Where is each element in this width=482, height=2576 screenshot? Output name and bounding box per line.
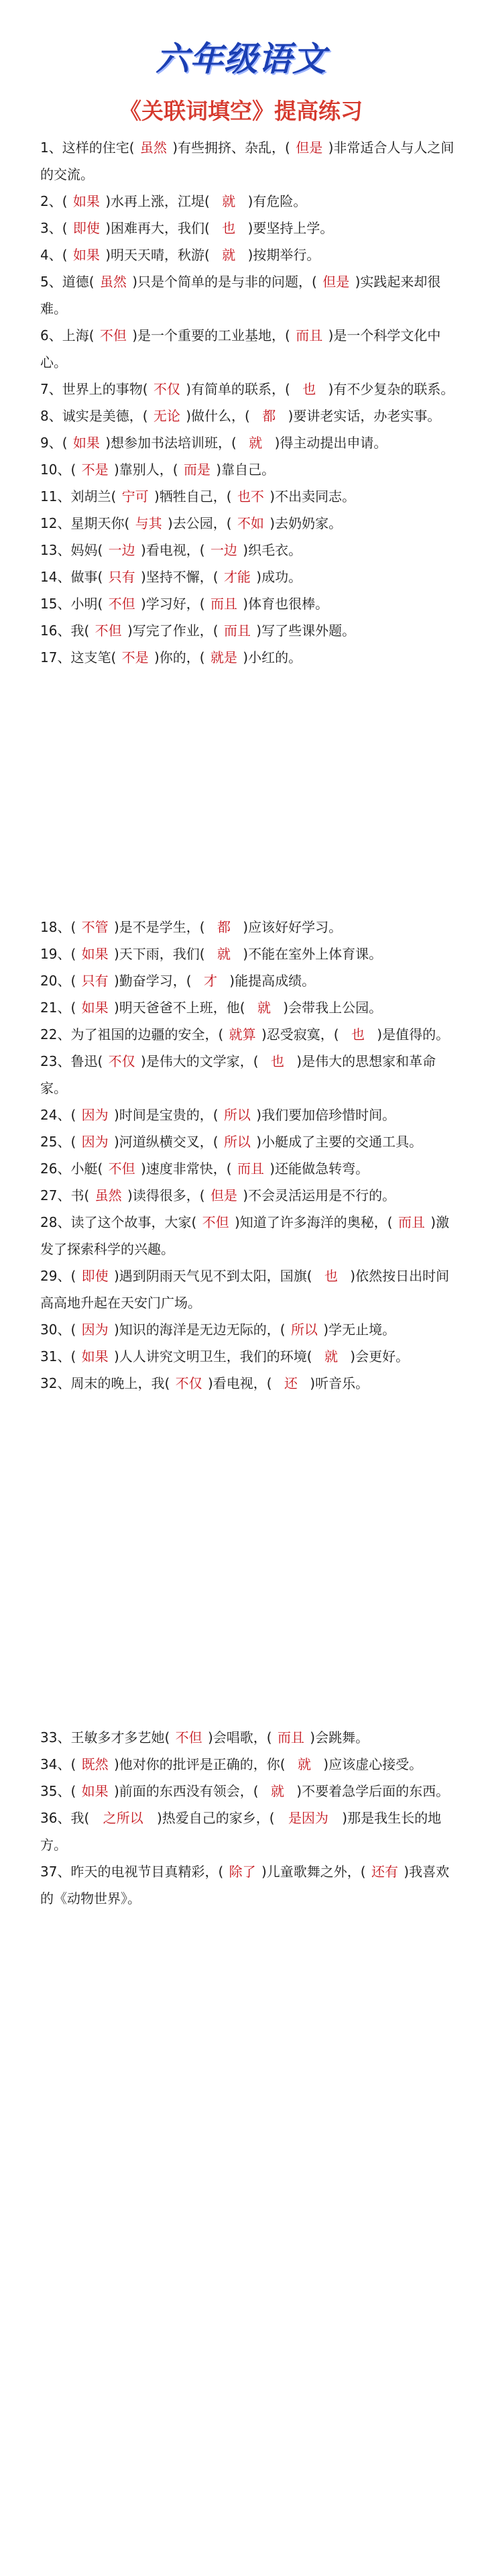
question-text: )靠自己。 — [211, 462, 276, 478]
question-section-3 — [40, 1724, 456, 1912]
question-item — [40, 1343, 456, 1370]
question-text: )看电视，( — [203, 1375, 276, 1391]
question-text: 34、( — [40, 1756, 80, 1772]
question-text: )热爱自己的家乡，( — [152, 1810, 279, 1826]
answer-text: 如果 — [72, 247, 100, 263]
question-text: )速度非常快，( — [136, 1161, 236, 1177]
answer-text: 只有 — [108, 569, 135, 585]
grade-title: 六年级语文 — [156, 40, 326, 78]
question-text: 35、( — [40, 1783, 80, 1799]
answer-text: 也 — [222, 220, 236, 236]
question-item — [40, 1155, 456, 1182]
answer-text: 既然 — [81, 1756, 109, 1772]
question-text: )小艇成了主要的交通工具。 — [251, 1134, 423, 1150]
question-item — [40, 456, 456, 483]
answer-text: 不仅 — [175, 1375, 202, 1391]
question-item — [40, 376, 456, 402]
question-text: )时间是宝贵的，( — [109, 1107, 223, 1123]
answer-text: 与其 — [135, 515, 162, 531]
answer-text: 但是 — [296, 140, 323, 156]
question-text: )还能做急转弯。 — [265, 1161, 369, 1177]
answer-text: 就 — [222, 193, 236, 209]
question-text: )应该虚心接受。 — [318, 1756, 423, 1772]
question-text: )去奶奶家。 — [265, 515, 343, 531]
answer-text: 不但 — [202, 1214, 229, 1230]
question-text: 6、上海( — [40, 327, 99, 343]
question-text: 24、( — [40, 1107, 80, 1123]
question-text: )学习好，( — [136, 596, 209, 612]
question-item — [40, 941, 456, 967]
question-text: )读得很多，( — [123, 1187, 209, 1203]
answer-text: 不但 — [108, 1161, 135, 1177]
answer-text: 只有 — [81, 973, 109, 989]
question-text: )得主动提出申请。 — [270, 435, 387, 451]
question-text: 20、( — [40, 973, 80, 989]
question-text: )勤奋学习，( — [109, 973, 196, 989]
question-text: 4、( — [40, 247, 72, 263]
question-text: )人人讲究文明卫生，我们的环境( — [109, 1348, 316, 1364]
question-text: )不会灵活运用是不行的。 — [238, 1187, 396, 1203]
question-item — [40, 429, 456, 456]
question-text: )织毛衣。 — [238, 542, 302, 558]
question-text: )实践起来却很难。 — [40, 274, 441, 317]
question-item — [40, 617, 456, 644]
question-text: )应该好好学习。 — [238, 919, 343, 935]
question-text: 5、道德( — [40, 274, 99, 290]
question-text: )会跳舞。 — [305, 1729, 369, 1746]
answer-text: 就 — [217, 946, 231, 962]
question-item — [40, 1858, 456, 1912]
question-item — [40, 1724, 456, 1751]
answer-text: 而且 — [237, 1161, 264, 1177]
question-text: )水再上涨，江堤( — [101, 193, 215, 209]
question-text: )按期举行。 — [243, 247, 320, 263]
question-item — [40, 564, 456, 590]
answer-text: 不但 — [175, 1729, 202, 1746]
question-item — [40, 967, 456, 994]
question-text: )是一个重要的工业基地，( — [127, 327, 295, 343]
question-item — [40, 188, 456, 215]
answer-text: 就 — [270, 1783, 284, 1799]
answer-text: 也 — [324, 1268, 338, 1284]
question-text: )写了些课外题。 — [251, 623, 356, 639]
question-item — [40, 268, 456, 322]
answer-text: 就 — [324, 1348, 338, 1364]
question-text: )会带我上公园。 — [278, 1000, 383, 1016]
question-text: 9、( — [40, 435, 72, 451]
question-item — [40, 1021, 456, 1048]
answer-text: 不但 — [95, 623, 122, 639]
answer-text: 所以 — [223, 1107, 251, 1123]
question-section-2 — [40, 914, 456, 1397]
question-text: 12、星期天你( — [40, 515, 134, 531]
answer-text: 虽然 — [139, 140, 167, 156]
question-item — [40, 914, 456, 941]
question-text: 30、( — [40, 1322, 80, 1338]
worksheet-subtitle: 《关联词填空》提高练习 — [119, 98, 363, 124]
question-text: 31、( — [40, 1348, 80, 1364]
question-text: )你的，( — [149, 649, 209, 665]
answer-text: 就是 — [210, 649, 237, 665]
question-text: 27、书( — [40, 1187, 94, 1203]
answer-text: 不是 — [121, 649, 149, 665]
question-text: 22、为了祖国的边疆的安全，( — [40, 1026, 228, 1042]
answer-text: 才能 — [223, 569, 251, 585]
question-text: )小红的。 — [238, 649, 302, 665]
question-text: )能提高成绩。 — [225, 973, 316, 989]
question-section-1 — [40, 134, 456, 671]
answer-text: 还有 — [371, 1864, 398, 1880]
question-text: )是一个科学文化中心。 — [40, 327, 441, 370]
answer-text: 所以 — [290, 1322, 318, 1338]
answer-text: 也 — [351, 1026, 365, 1042]
question-text: 17、这支笔( — [40, 649, 121, 665]
question-item — [40, 483, 456, 510]
question-text: )不要着急学后面的东西。 — [292, 1783, 450, 1799]
question-text: )是不是学生，( — [109, 919, 209, 935]
answer-text: 但是 — [210, 1187, 237, 1203]
question-text: )非常适合人与人之间的交流。 — [40, 140, 455, 182]
question-text: )知识的海洋是无边无际的，( — [109, 1322, 290, 1338]
question-text: 23、鲁迅( — [40, 1053, 107, 1069]
question-text: )不能在室外上体育课。 — [238, 946, 383, 962]
question-text: )困难再大，我们( — [101, 220, 215, 236]
question-text: )知道了许多海洋的奥秘，( — [230, 1214, 397, 1230]
answer-text: 而且 — [296, 327, 323, 343]
answer-text: 不但 — [99, 327, 127, 343]
question-text: )儿童歌舞之外，( — [257, 1864, 370, 1880]
answer-text: 无论 — [153, 408, 180, 424]
question-text: )我喜欢的《动物世界》。 — [40, 1864, 450, 1907]
question-text: )去公园，( — [163, 515, 236, 531]
question-item — [40, 1128, 456, 1155]
question-text: )会更好。 — [345, 1348, 410, 1364]
question-text: 37、昨天的电视节目真精彩，( — [40, 1864, 228, 1880]
question-text: )学无止境。 — [318, 1322, 396, 1338]
answer-text: 就 — [222, 247, 236, 263]
answer-text: 如果 — [81, 1348, 109, 1364]
answer-text: 一边 — [108, 542, 135, 558]
question-item — [40, 1805, 456, 1858]
answer-text: 而且 — [210, 596, 237, 612]
question-item — [40, 402, 456, 429]
question-text: )是值得的。 — [372, 1026, 450, 1042]
question-item — [40, 537, 456, 564]
answer-text: 不仅 — [108, 1053, 135, 1069]
question-text: 33、王敏多才多艺她( — [40, 1729, 174, 1746]
question-text: 28、读了这个故事，大家( — [40, 1214, 201, 1230]
question-text: 14、做事( — [40, 569, 107, 585]
answer-text: 是因为 — [288, 1810, 328, 1826]
question-item — [40, 1778, 456, 1805]
question-text: )只是个简单的是与非的问题，( — [127, 274, 322, 290]
answer-text: 都 — [262, 408, 276, 424]
answer-text: 而是 — [183, 462, 210, 478]
question-text: )成功。 — [251, 569, 302, 585]
answer-text: 不如 — [237, 515, 264, 531]
question-text: 16、我( — [40, 623, 94, 639]
question-text: 15、小明( — [40, 596, 107, 612]
question-text: 18、( — [40, 919, 80, 935]
answer-text: 都 — [217, 919, 231, 935]
question-text: )写完了作业，( — [123, 623, 223, 639]
question-item — [40, 1316, 456, 1343]
question-text: )看电视，( — [136, 542, 209, 558]
question-item — [40, 215, 456, 241]
question-item — [40, 322, 456, 376]
question-text: )有些拥挤、杂乱，( — [168, 140, 295, 156]
question-text: 3、( — [40, 220, 72, 236]
question-text: 2、( — [40, 193, 72, 209]
question-text: )有简单的联系，( — [181, 381, 295, 397]
question-item — [40, 1751, 456, 1778]
question-item — [40, 134, 456, 188]
answer-text: 如果 — [72, 193, 100, 209]
question-text: 10、( — [40, 462, 80, 478]
answer-text: 如果 — [72, 435, 100, 451]
answer-text: 虽然 — [95, 1187, 122, 1203]
question-text: 36、我( — [40, 1810, 94, 1826]
answer-text: 如果 — [81, 946, 109, 962]
question-text: )忍受寂寞，( — [257, 1026, 343, 1042]
question-text: )依然按日出时间高高地升起在天安门广场。 — [40, 1268, 450, 1311]
answer-text: 还 — [284, 1375, 298, 1391]
question-text: 8、诚实是美德，( — [40, 408, 152, 424]
question-item — [40, 1182, 456, 1209]
answer-text: 之所以 — [103, 1810, 143, 1826]
question-text: 13、妈妈( — [40, 542, 107, 558]
answer-text: 也 — [302, 381, 316, 397]
question-text: )有不少复杂的联系。 — [324, 381, 455, 397]
question-text: )他对你的批评是正确的，你( — [109, 1756, 290, 1772]
question-text: )河道纵横交叉，( — [109, 1134, 223, 1150]
question-text: )激发了探索科学的兴趣。 — [40, 1214, 450, 1257]
question-text: )要讲老实话，办老实事。 — [284, 408, 441, 424]
question-text: )想参加书法培训班，( — [101, 435, 241, 451]
question-item — [40, 644, 456, 671]
question-text: )靠别人，( — [109, 462, 182, 478]
question-text: )不出卖同志。 — [265, 488, 356, 504]
answer-text: 即使 — [72, 220, 100, 236]
answer-text: 不仅 — [153, 381, 180, 397]
question-item — [40, 1263, 456, 1316]
question-text: )明天天晴，秋游( — [101, 247, 215, 263]
question-text: 32、周末的晚上，我( — [40, 1375, 174, 1391]
question-item — [40, 994, 456, 1021]
question-text: )我们要加倍珍惜时间。 — [251, 1107, 396, 1123]
question-text: )坚持不懈，( — [136, 569, 223, 585]
question-text: )是伟大的文学家，( — [136, 1053, 263, 1069]
question-text: 19、( — [40, 946, 80, 962]
answer-text: 也不 — [237, 488, 264, 504]
answer-text: 除了 — [229, 1864, 256, 1880]
question-text: )明天爸爸不上班，他( — [109, 1000, 249, 1016]
question-text: )做什么，( — [181, 408, 255, 424]
question-item — [40, 1209, 456, 1263]
question-text: )天下雨，我们( — [109, 946, 209, 962]
answer-text: 因为 — [81, 1134, 109, 1150]
question-text: 26、小艇( — [40, 1161, 107, 1177]
question-item — [40, 510, 456, 537]
answer-text: 因为 — [81, 1322, 109, 1338]
answer-text: 不但 — [108, 596, 135, 612]
answer-text: 就 — [257, 1000, 271, 1016]
answer-text: 就 — [297, 1756, 311, 1772]
answer-text: 就算 — [229, 1026, 256, 1042]
question-item — [40, 1370, 456, 1397]
answer-text: 因为 — [81, 1107, 109, 1123]
question-text: 21、( — [40, 1000, 80, 1016]
question-text: )体育也很棒。 — [238, 596, 329, 612]
answer-text: 而且 — [277, 1729, 304, 1746]
question-text: )那是我生长的地方。 — [40, 1810, 442, 1853]
answer-text: 所以 — [223, 1134, 251, 1150]
question-text: )要坚持上学。 — [243, 220, 334, 236]
question-item — [40, 1048, 456, 1102]
question-text: 1、这样的住宅( — [40, 140, 139, 156]
question-text: )遇到阴雨天气见不到太阳，国旗( — [109, 1268, 316, 1284]
question-item — [40, 590, 456, 617]
answer-text: 即使 — [81, 1268, 109, 1284]
answer-text: 不是 — [81, 462, 109, 478]
question-text: 25、( — [40, 1134, 80, 1150]
question-text: )前面的东西没有领会，( — [109, 1783, 263, 1799]
question-text: )是伟大的思想家和革命家。 — [40, 1053, 436, 1096]
answer-text: 但是 — [322, 274, 350, 290]
question-text: )牺牲自己，( — [149, 488, 236, 504]
answer-text: 而且 — [223, 623, 251, 639]
question-text: 7、世界上的事物( — [40, 381, 152, 397]
answer-text: 虽然 — [99, 274, 127, 290]
question-text: 11、刘胡兰( — [40, 488, 121, 504]
answer-text: 才 — [203, 973, 217, 989]
question-text: 29、( — [40, 1268, 80, 1284]
answer-text: 如果 — [81, 1783, 109, 1799]
question-text: )会唱歌，( — [203, 1729, 276, 1746]
question-item — [40, 241, 456, 268]
answer-text: 不管 — [81, 919, 109, 935]
answer-text: 一边 — [210, 542, 237, 558]
question-item — [40, 1102, 456, 1128]
answer-text: 而且 — [398, 1214, 425, 1230]
answer-text: 就 — [249, 435, 263, 451]
answer-text: 宁可 — [121, 488, 149, 504]
answer-text: 也 — [270, 1053, 284, 1069]
question-text: )听音乐。 — [305, 1375, 369, 1391]
question-text: )有危险。 — [243, 193, 307, 209]
answer-text: 如果 — [81, 1000, 109, 1016]
